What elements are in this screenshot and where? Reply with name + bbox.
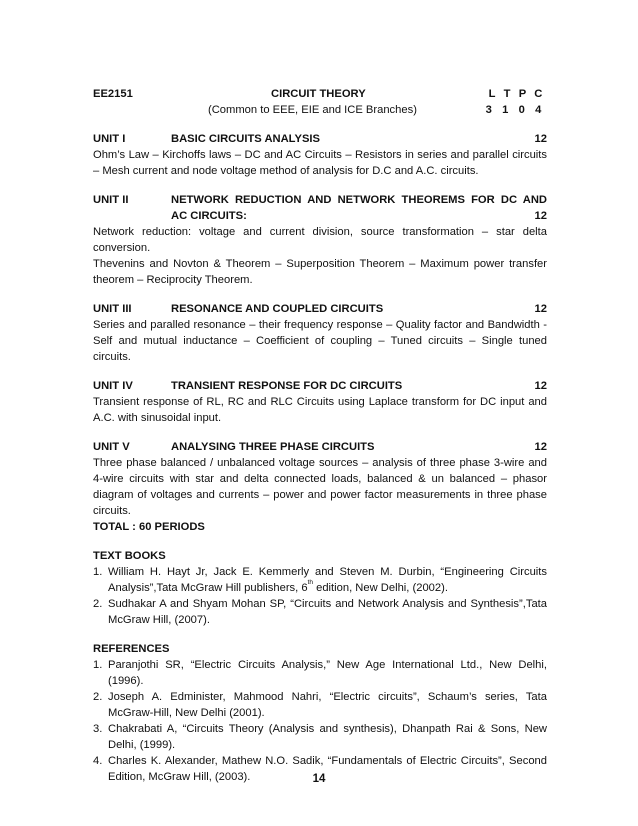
- unit-5: [93, 439, 547, 535]
- unit-2: [93, 192, 547, 288]
- text-books-list: [93, 564, 547, 628]
- text-book-item: [93, 596, 547, 628]
- total-periods: TOTAL : 60 PERIODS: [93, 521, 205, 533]
- course-subheader-row: [93, 102, 547, 118]
- references-list: [93, 657, 547, 785]
- text-book-item: [93, 564, 547, 596]
- unit-heading: [93, 131, 547, 147]
- unit-hours: 12: [534, 303, 547, 315]
- item-text: Paranjothi SR, “Electric Circuits Analysis,” New Age International Ltd., New Delhi, (1996).: [108, 659, 547, 687]
- unit-heading: [93, 301, 547, 317]
- reference-item: [93, 721, 547, 753]
- unit-heading: [93, 439, 547, 455]
- unit-body: Series and paralled resonance – their frequency response – Quality factor and Bandwidth - Self and mutual inductance – Coefficient of coupling – Tuned circuits – Single tuned circuits.: [93, 319, 547, 363]
- unit-3: [93, 301, 547, 365]
- item-number: 1.: [93, 659, 103, 671]
- ltpc-label: L T P C: [488, 88, 545, 100]
- item-text: William H. Hayt Jr, Jack E. Kemmerly and Steven M. Durbin, “Engineering Circuits Analysis”,Tata McGraw Hill publishers, 6: [108, 566, 547, 594]
- item-number: 2.: [93, 691, 103, 703]
- unit-title: BASIC CIRCUITS ANALYSIS: [171, 133, 320, 145]
- text-books-heading: TEXT BOOKS: [93, 550, 166, 562]
- unit-title: TRANSIENT RESPONSE FOR DC CIRCUITS: [171, 380, 403, 392]
- unit-hours: 12: [534, 380, 547, 392]
- course-header-row: [93, 86, 547, 102]
- page-number: 14: [312, 773, 326, 785]
- unit-body: Network reduction: voltage and current division, source transformation – star delta conversion.: [93, 226, 547, 254]
- unit-hours: 12: [534, 441, 547, 453]
- item-number: 2.: [93, 598, 103, 610]
- unit-title-continued: AC CIRCUITS:: [171, 210, 247, 222]
- unit-body: Transient response of RL, RC and RLC Circuits using Laplace transform for DC input and A.C. with sinusoidal input.: [93, 396, 547, 424]
- ltpc-values: 3 1 0 4: [485, 104, 545, 116]
- unit-hours: 12: [534, 133, 547, 145]
- unit-title: ANALYSING THREE PHASE CIRCUITS: [171, 441, 375, 453]
- unit-label: UNIT V: [93, 441, 130, 453]
- unit-label: UNIT II: [93, 194, 129, 206]
- course-title: CIRCUIT THEORY: [271, 88, 366, 100]
- superscript: th: [307, 579, 313, 586]
- course-branches: (Common to EEE, EIE and ICE Branches): [208, 104, 417, 116]
- unit-label: UNIT IV: [93, 380, 133, 392]
- unit-title: NETWORK REDUCTION AND NETWORK THEOREMS FOR DC AND: [171, 194, 547, 206]
- unit-title: RESONANCE AND COUPLED CIRCUITS: [171, 303, 384, 315]
- item-number: 4.: [93, 755, 103, 767]
- unit-label: UNIT I: [93, 133, 126, 145]
- unit-heading: [93, 192, 547, 224]
- unit-heading: [93, 378, 547, 394]
- item-text: Charles K. Alexander, Mathew N.O. Sadik, “Fundamentals of Electric Circuits”, Second Edition, McGraw Hill, (2003).: [108, 755, 547, 783]
- item-text: Chakrabati A, “Circuits Theory (Analysis and synthesis), Dhanpath Rai & Sons, New Delhi, (1999).: [108, 723, 547, 751]
- item-text: Sudhakar A and Shyam Mohan SP, “Circuits and Network Analysis and Synthesis”,Tata McGraw Hill, (2007).: [108, 598, 547, 626]
- unit-4: [93, 378, 547, 426]
- reference-item: [93, 657, 547, 689]
- item-number: 1.: [93, 566, 103, 578]
- unit-label: UNIT III: [93, 303, 132, 315]
- reference-item: [93, 689, 547, 721]
- unit-body: Ohm’s Law – Kirchoffs laws – DC and AC Circuits – Resistors in series and parallel circuits – Mesh current and node voltage method of analysis for D.C and A.C. circuits.: [93, 149, 547, 177]
- unit-1: [93, 131, 547, 179]
- unit-hours: 12: [534, 210, 547, 222]
- course-code: EE2151: [93, 88, 133, 100]
- unit-body: Three phase balanced / unbalanced voltage sources – analysis of three phase 3-wire and 4-wire circuits with star and delta connected loads, balanced & un balanced – phasor diagram of voltages and currents – power and power factor measurements in three phase circuits.: [93, 457, 547, 517]
- unit-body: Thevenins and Novton & Theorem – Superposition Theorem – Maximum power transfer theorem – Reciprocity Theorem.: [93, 258, 547, 286]
- item-number: 3.: [93, 723, 103, 735]
- syllabus-page: [93, 86, 547, 785]
- item-text-continued: edition, New Delhi, (2002).: [313, 582, 448, 594]
- item-text: Joseph A. Edminister, Mahmood Nahri, “Electric circuits”, Schaum’s series, Tata McGraw-Hill, New Delhi (2001).: [108, 691, 547, 719]
- references-heading: REFERENCES: [93, 643, 170, 655]
